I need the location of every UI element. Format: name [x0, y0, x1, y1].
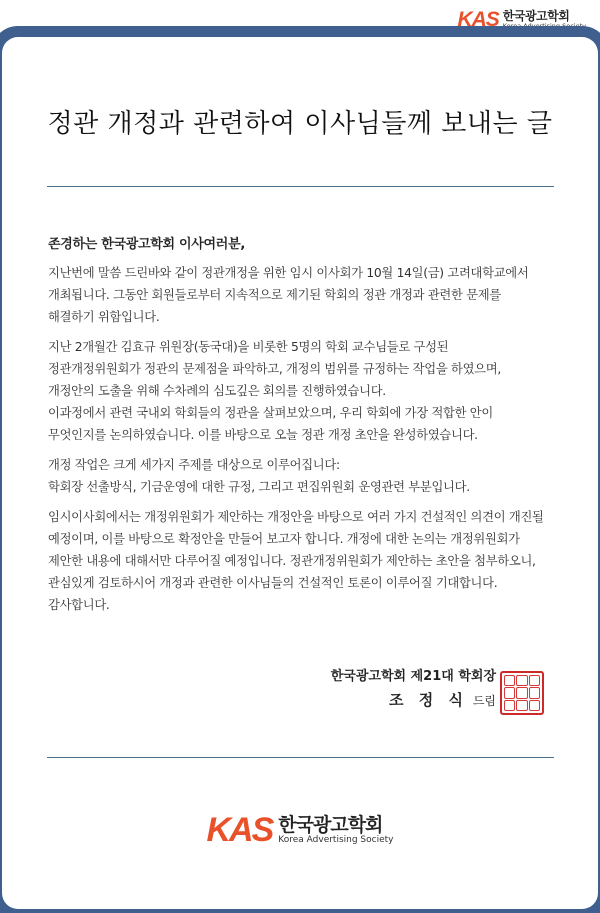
- logo-name-en: Korea Advertising Society: [278, 835, 394, 845]
- signature-line: [331, 688, 496, 713]
- text-line: 예정이며, 이를 바탕으로 확정안을 만들어 보고자 합니다. 개정에 대한 논의는 개정위원회가: [48, 532, 520, 546]
- letter-title: 정관 개정과 관련하여 이사님들께 보내는 글: [47, 109, 553, 139]
- footer-logo: [0, 811, 600, 850]
- greeting: 존경하는 한국광고학회 이사여러분,: [48, 237, 245, 252]
- seal-stamp-icon: [500, 671, 544, 715]
- letter-body: [48, 234, 553, 624]
- signature-suffix: 드림: [472, 694, 496, 708]
- paragraph: [48, 454, 553, 498]
- text-line: 학회장 선출방식, 기금운영에 대한 규정, 그리고 편집위원회 운영관련 부분입니다.: [48, 480, 470, 494]
- signature-block: [331, 666, 496, 713]
- text-line: 제안한 내용에 대해서만 다루어질 예정입니다. 정관개정위원회가 제안하는 초안을 첨부하오니,: [48, 554, 536, 568]
- paragraph: [48, 506, 553, 616]
- text-line: 무엇인지를 논의하였습니다. 이를 바탕으로 오늘 정관 개정 초안을 완성하였습니다.: [48, 428, 478, 442]
- logo-name-ko: 한국광고학회: [502, 9, 570, 24]
- text-line: 정관개정위원회가 정관의 문제점을 파악하고, 개정의 범위를 규정하는 작업을 하였으며,: [48, 362, 501, 376]
- divider-bottom: [47, 757, 554, 758]
- logo-name-ko: 한국광고학회: [278, 814, 383, 836]
- signature-name: 조 정 식: [389, 691, 468, 709]
- text-line: 개정 작업은 크게 세가지 주제를 대상으로 이루어집니다:: [48, 458, 340, 472]
- signature-org: 한국광고학회 제21대 학회장: [330, 669, 496, 684]
- kas-logo-mark: KAS: [457, 8, 499, 31]
- paragraph: [48, 336, 553, 446]
- text-line: 지난 2개월간 김효규 위원장(동국대)을 비롯한 5명의 학회 교수님들로 구성된: [48, 340, 449, 354]
- text-line: 감사합니다.: [48, 598, 110, 612]
- text-line: 해결하기 위함입니다.: [48, 310, 160, 324]
- logo-name-en: Korea Advertising Society: [502, 22, 586, 31]
- text-line: 개최됩니다. 그동안 회원들로부터 지속적으로 제기된 학회의 정관 개정과 관련한 문제를: [48, 288, 501, 302]
- paragraph: [48, 262, 553, 328]
- text-line: 관심있게 검토하시어 개정과 관련한 이사님들의 건설적인 토론이 이루어질 기대합니다.: [48, 576, 498, 590]
- text-line: 개정안의 도출을 위해 수차례의 심도깊은 회의를 진행하였습니다.: [48, 384, 386, 398]
- kas-logo-mark: KAS: [206, 811, 273, 849]
- divider-top: [47, 186, 554, 187]
- text-line: 지난번에 말씀 드린바와 같이 정관개정을 위한 임시 이사회가 10월 14일(금) 고려대학교에서: [48, 266, 529, 280]
- text-line: 이과정에서 관련 국내외 학회들의 정관을 살펴보았으며, 우리 학회에 가장 적합한 안이: [48, 406, 493, 420]
- header-logo: [457, 8, 586, 32]
- text-line: 임시이사회에서는 개정위원회가 제안하는 개정안을 바탕으로 여러 가지 건설적인 의견이 개진될: [48, 510, 544, 524]
